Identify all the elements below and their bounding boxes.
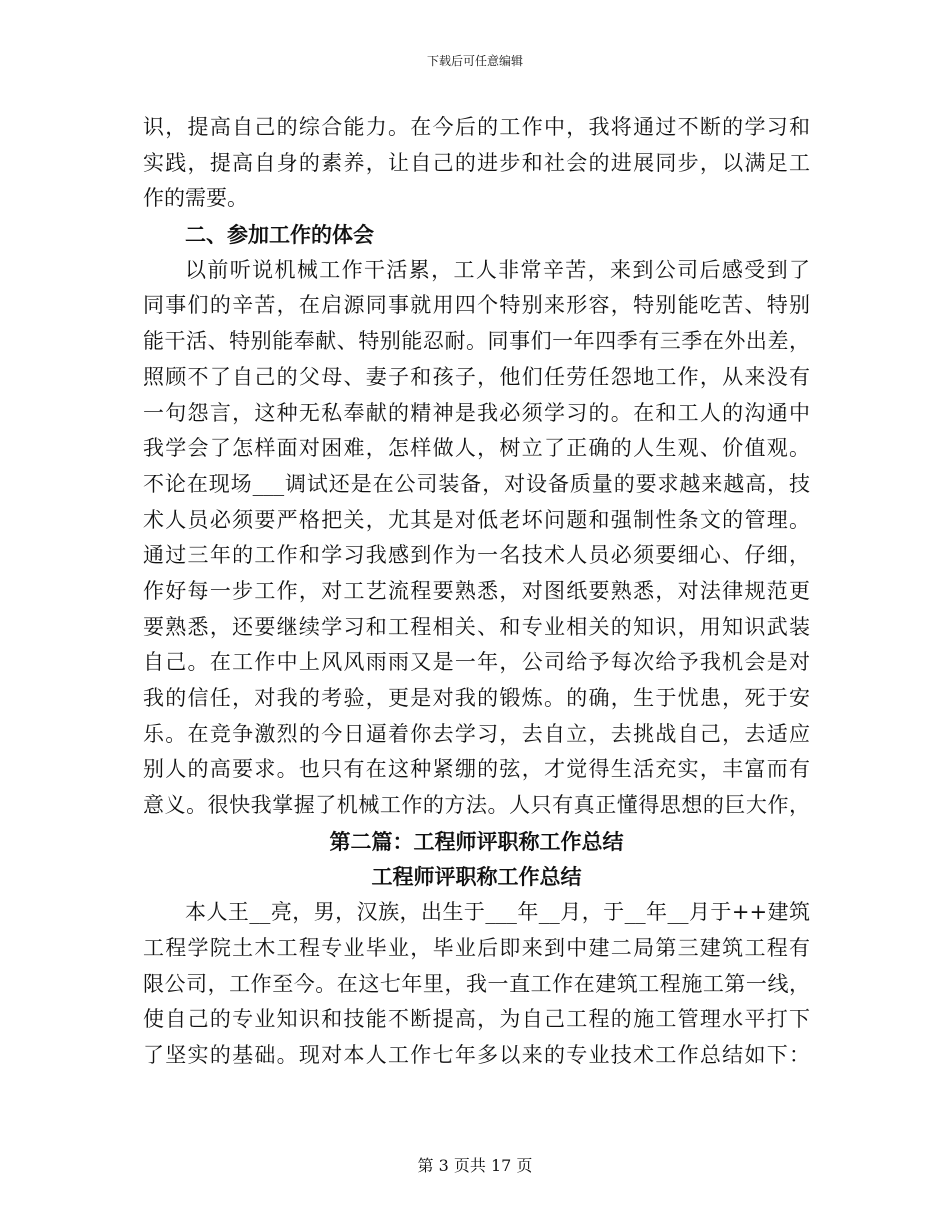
body-line: 我的信任，对我的考验，更是对我的锻炼。的确，生于忧患，死于安 — [143, 686, 810, 710]
body-line: 不论在现场___调试还是在公司装备，对设备质量的要求越来越高，技 — [143, 471, 810, 496]
body-line: 工程学院土木工程专业毕业，毕业后即来到中建二局第三建筑工程有 — [143, 935, 810, 960]
body-line: 意义。很快我掌握了机械工作的方法。人只有真正懂得思想的巨大作， — [143, 793, 810, 818]
body-line: 同事们的辛苦，在启源同事就用四个特别来形容，特别能吃苦、特别 — [143, 293, 810, 318]
chapter-title: 第二篇：工程师评职称工作总结 — [329, 828, 624, 854]
body-line: 限公司，工作至今。在这七年里，我一直工作在建筑工程施工第一线， — [143, 971, 810, 996]
body-line: 通过三年的工作和学习我感到作为一名技术人员必须要细心、仔细， — [143, 543, 810, 568]
body-line: 实践，提高自身的素养，让自己的进步和社会的进展同步，以满足工 — [143, 150, 810, 175]
body-line: 了坚实的基础。现对本人工作七年多以来的专业技术工作总结如下： — [143, 1042, 810, 1067]
body-line: 以前听说机械工作干活累，工人非常辛苦，来到公司后感受到了 — [185, 257, 810, 282]
body-line: 使自己的专业知识和技能不断提高，为自己工程的施工管理水平打下 — [143, 1007, 810, 1032]
body-line: 自己。在工作中上风风雨雨又是一年，公司给予每次给予我机会是对 — [143, 650, 810, 675]
body-line: 要熟悉，还要继续学习和工程相关、和专业相关的知识，用知识武装 — [143, 614, 810, 639]
body-line: 我学会了怎样面对困难，怎样做人，树立了正确的人生观、价值观。 — [143, 436, 810, 461]
body-line: 术人员必须要严格把关，尤其是对低老坏问题和强制性条文的管理。 — [143, 507, 810, 532]
document-body — [143, 110, 810, 1074]
section-heading: 二、参加工作的体会 — [185, 222, 374, 248]
page-header-note: 下载后可任意编辑 — [426, 54, 523, 68]
body-line: 别人的高要求。也只有在这种紧绷的弦，才觉得生活充实，丰富而有 — [143, 757, 810, 782]
body-line: 作好每一步工作，对工艺流程要熟悉，对图纸要熟悉，对法律规范更 — [143, 578, 810, 603]
body-line: 识，提高自己的综合能力。在今后的工作中，我将通过不断的学习和 — [143, 115, 810, 139]
page-number: 第 3 页共 17 页 — [417, 1156, 533, 1175]
body-line: 照顾不了自己的父母、妻子和孩子，他们任劳任怨地工作，从来没有 — [143, 364, 810, 389]
article-title: 工程师评职称工作总结 — [371, 864, 582, 890]
body-line: 作的需要。 — [143, 186, 248, 211]
body-line: 一句怨言，这种无私奉献的精神是我必须学习的。在和工人的沟通中 — [143, 400, 810, 425]
body-line: 能干活、特别能奉献、特别能忍耐。同事们一年四季有三季在外出差， — [143, 329, 810, 354]
body-line: 本人王__亮，男，汉族，出生于___年__月，于__年__月于++建筑 — [185, 900, 810, 925]
body-line: 乐。在竞争激烈的今日逼着你去学习，去自立，去挑战自己，去适应 — [143, 721, 810, 746]
